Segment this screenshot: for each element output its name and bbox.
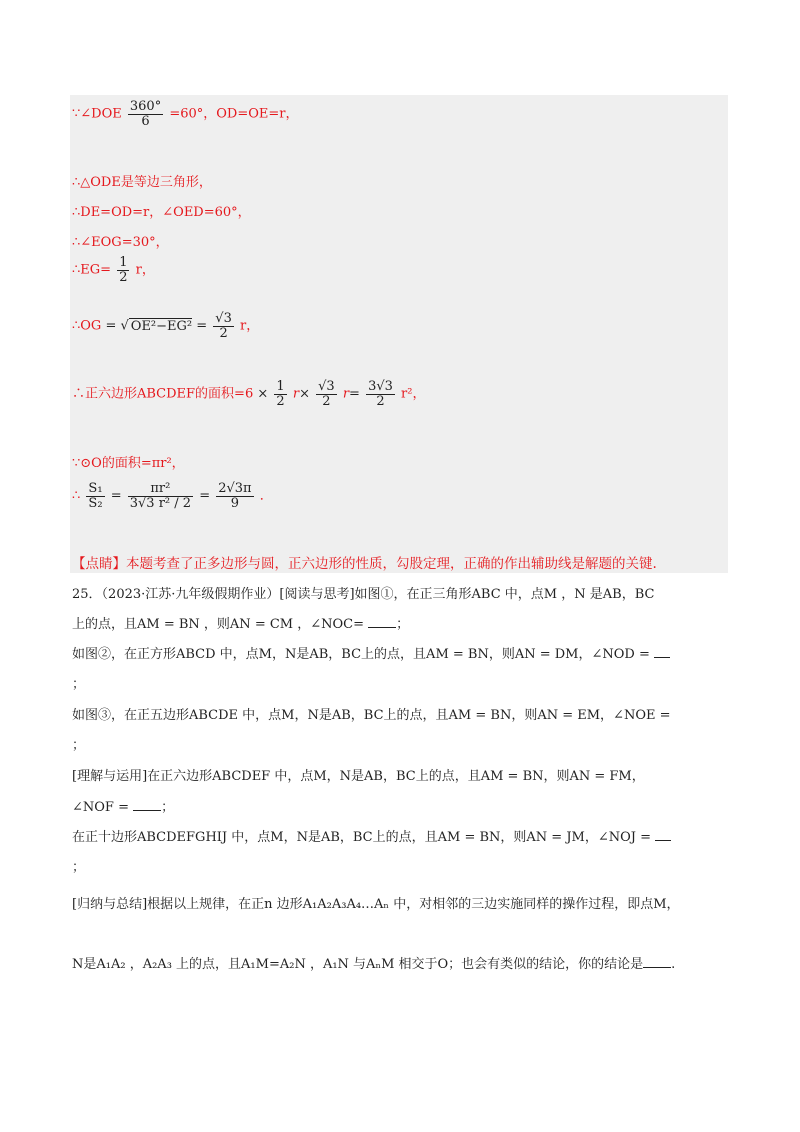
solution-line-2: ∴△ODE是等边三角形， [72, 175, 212, 190]
solution-line-9: ∴ $\frac{\text{S₁}}{\text{S₂}}$ = $\frac{\text{πr²}}{\text{3√3 r² / 2}}$ = $\frac{2√3\pi}{9}$ ． [72, 481, 273, 511]
comment-line: 【点睛】本题考查了正多边形与圆，正六边形的性质，勾股定理，正确的作出辅助线是解题的关键. [72, 556, 657, 572]
solution-line-8: ∵⊙O的面积=πr²， [72, 456, 185, 471]
solution-line-3: ∴DE=OD=r，∠OED=60°， [72, 205, 251, 220]
solution-line-5: ∴EG= $\frac{1}{2}$ r， [72, 255, 155, 285]
question-line-8: ∠NOF = ； [72, 800, 175, 815]
solution-line-7: ∴正六边形ABCDEF的面积=6 × $\frac{1}{2}$ r× $\frac{√3}{2}$ r= $\frac{3√3}{2}$ r²， [72, 379, 426, 409]
question-line-4: ； [72, 677, 86, 692]
question-line-10: ； [72, 860, 86, 875]
question-line-5: 如图③，在正五边形ABCDE 中，点M，N是AB，BC上的点，且AM = BN，则AN = EM，∠NOE = [72, 708, 671, 723]
answer-blank-5[interactable] [643, 955, 671, 968]
answer-blank-3[interactable] [133, 798, 161, 811]
question-line-6: ； [72, 738, 86, 753]
answer-blank-4[interactable] [655, 828, 671, 841]
answer-blank-2[interactable] [654, 645, 670, 658]
question-line-12: N是A₁A₂ ，A₂A₃ 上的点，且A₁M=A₂N ，A₁N 与AₙM 相交于O；也会有类似的结论，你的结论是 . [72, 957, 676, 972]
question-line-11: [归纳与总结]根据以上规律，在正n 边形A₁A₂A₃A₄…Aₙ 中，对相邻的三边实施同样的操作过程，即点M， [72, 897, 680, 912]
question-line-2: 上的点，且AM = BN ，则AN = CM ，∠NOC= ； [72, 617, 410, 632]
solution-line-1: ∵∠DOE $\frac{360^\circ}{6}$ =60°，OD=OE=r， [72, 99, 299, 129]
answer-blank-1[interactable] [368, 615, 396, 628]
question-line-3: 如图②，在正方形ABCD 中，点M，N是AB，BC上的点，且AM = BN，则AN = DM，∠NOD = [72, 643, 670, 662]
question-line-9: 在正十边形ABCDEFGHIJ 中，点M，N是AB，BC上的点，且AM = BN，则AN = JM，∠NOJ = [72, 826, 671, 845]
question-line-1: 25．（2023·江苏·九年级假期作业）[阅读与思考]如图①，在正三角形ABC 中，点M ，N 是AB，BC [72, 587, 655, 602]
question-line-7: [理解与运用]在正六边形ABCDEF 中，点M，N是AB，BC上的点，且AM = BN，则AN = FM， [72, 769, 645, 784]
solution-line-6: ∴OG = √ OE²−EG² = $\frac{√3}{2}$ r， [72, 311, 260, 341]
solution-line-4: ∴∠EOG=30°， [72, 235, 169, 250]
